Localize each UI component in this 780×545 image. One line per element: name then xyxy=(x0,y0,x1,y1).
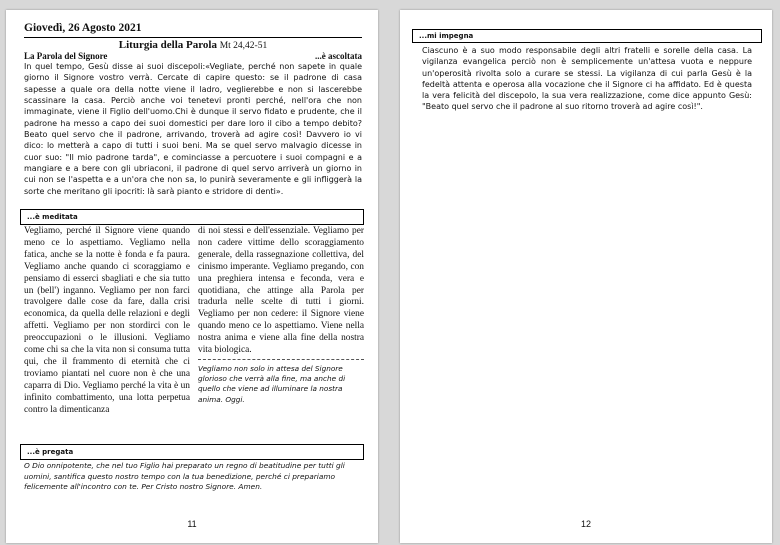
meditation-text-right: di noi stessi e dell'essenziale. Vegliamo per non cadere vittime dello scoraggiamento generale, della rassegnazione collettiva, del cinismo imperante. Vegliamo pregando, con una preghiera intensa e feconda, vera e quotidiana, che attinge alla Parola per tradurla nelle scelte di tutti i giorni. Vegliamo per non cedere: il Signore viene quando meno ce lo aspettiamo. Viene nella nostra anima e viene alla fine della nostra vita biologica. xyxy=(198,226,364,356)
impegna-label: ...mi impegna xyxy=(419,32,474,40)
listened-label: ...è ascoltata xyxy=(315,51,362,61)
meditation-column-left: Vegliamo, perché il Signore viene quando meno ce lo aspettiamo. Vegliamo nella fatica, anche se la notte è fonda e fa paura. Vegliamo anche quando ci scoraggiamo e pensiamo di esserci sbagliati e che sia tutto un (bell') inganno. Vegliamo per non farci travolgere dalle cose da fare, dalla crisi economica, da quella delle relazioni e degli affetti. Vegliamo per non stordirci con le preoccupazioni o le illusioni. Vegliamo come chi sa che la vita non si consuma tutta qui, che il frammento di eternità che ci troviamo piantati nel cuore non è che una caparra di Dio. Vegliamo perché la vita è un infinito combattimento, una lotta perpetua contro la dimenticanza xyxy=(24,226,190,415)
impegna-text: Ciascuno è a suo modo responsabile degli altri fratelli e sorelle della casa. La vigilanza evangelica perciò non è semplicemente un'attesa vuota e neppure un'operosità rivolta solo a curare se stessi. La vigilanza di cui parla Gesù è la fedeltà attenta e operosa alla vocazione che il Signore ci ha affidato. Ed è questa la vera felicità del discepolo, la sua vera realizzazione, come dice appunto Gesù: "Beato quel servo che il padrone al suo ritorno troverà ad agire così!". xyxy=(422,46,752,112)
liturgy-title: Liturgia della Parola xyxy=(118,39,217,51)
liturgy-heading xyxy=(24,39,362,51)
date-rule xyxy=(24,37,362,38)
left-page xyxy=(6,10,378,543)
meditata-section-header xyxy=(20,209,364,225)
page-number-right: 12 xyxy=(580,519,591,529)
gospel-text: In quel tempo, Gesù disse ai suoi discepoli:«Vegliate, perché non sapete in quale giorno il Signore vostro verrà. Cercate di capire questo: se il padrone di casa sapesse a quale ora della notte viene il ladro, veglierebbe e non si lascerebbe scassinare la casa. Perciò anche voi tenetevi pronti perché, nell'ora che non immaginate, viene il Figlio dell'uomo.Chi è dunque il servo fidato e prudente, che il padrone ha messo a capo dei suoi domestici per dare loro il cibo a tempo debito? Beato quel servo che il padrone, arrivando, troverà ad agire così! Davvero io vi dico: lo metterà a capo di tutti i suoi beni. Ma se quel servo malvagio dicesse in cuor suo: "Il mio padrone tarda", e cominciasse a percuotere i suoi compagni e a mangiare e a bere con gli ubriaconi, il padrone di quel servo arriverà un giorno in cui non se l'aspetta e a un'ora che non sa, lo punirà severamente e gli infliggerà la sorte che meritano gli ipocriti: là sarà pianto e stridore di denti». xyxy=(24,62,362,196)
prayer-text: O Dio onnipotente, che nel tuo Figlio hai preparato un regno di beatitudine per tutti gli uomini, santifica questo nostro tempo con la tua benedizione, perché ci prepariamo felicemente all'incontro con te. Per Cristo nostro Signore. Amen. xyxy=(24,461,345,492)
meditation-column-right xyxy=(198,226,364,405)
meditata-label: ...è meditata xyxy=(27,213,78,221)
dashed-divider xyxy=(198,359,364,360)
impegna-section-header xyxy=(412,29,762,43)
meditation-quote: Vegliamo non solo in attesa del Signore glorioso che verrà alla fine, ma anche di quello che viene ad illuminare la nostra anima. Oggi. xyxy=(198,363,346,404)
pregata-label: ...è pregata xyxy=(27,448,74,456)
right-page xyxy=(400,10,772,543)
pregata-section-header xyxy=(20,444,364,460)
page-date: Giovedì, 26 Agosto 2021 xyxy=(24,22,142,34)
liturgy-reference: Mt 24,42-51 xyxy=(219,41,268,51)
word-label: La Parola del Signore xyxy=(24,51,108,61)
page-number-left: 11 xyxy=(187,519,197,529)
